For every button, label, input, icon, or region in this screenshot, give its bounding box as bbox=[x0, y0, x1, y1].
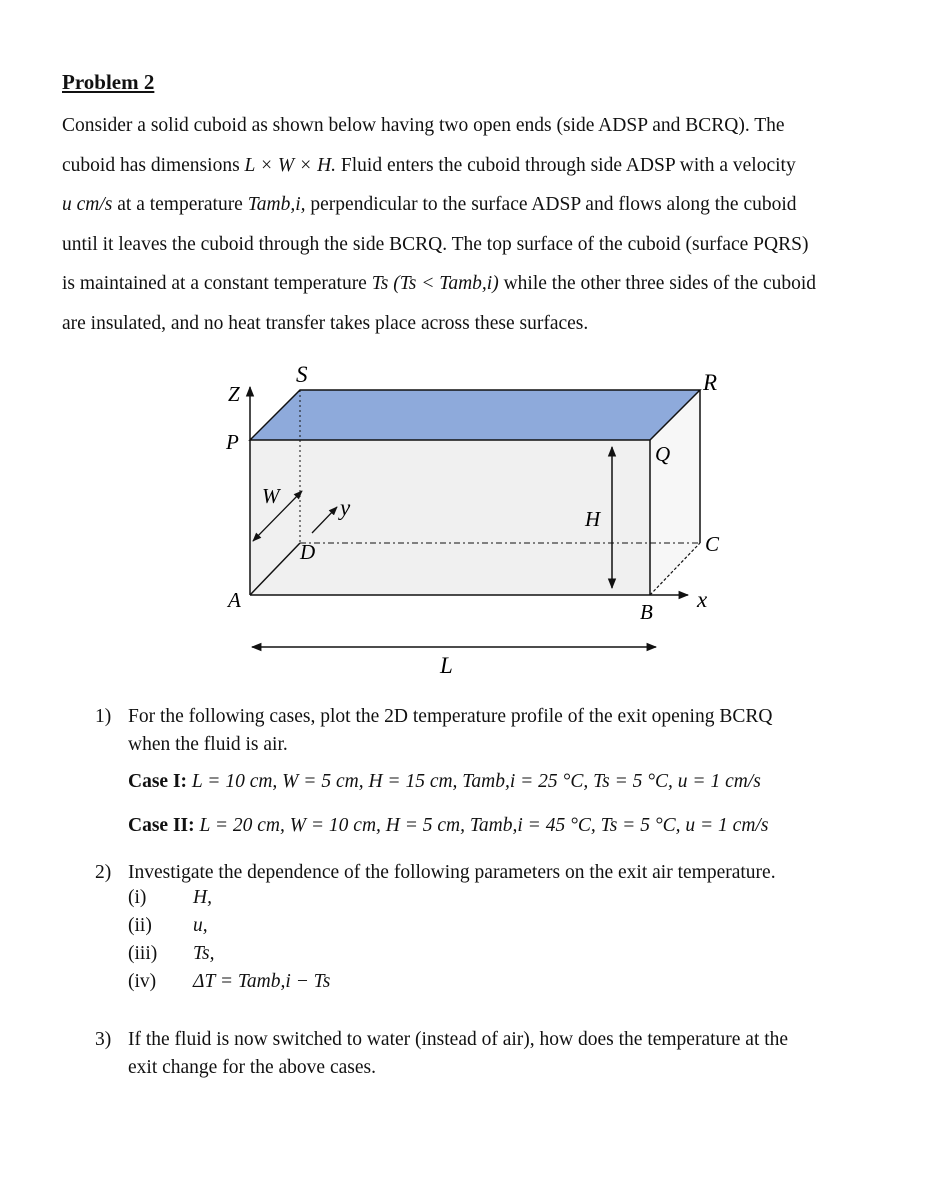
question-1-line-1: For the following cases, plot the 2D temperature profile of the exit opening BCRQ bbox=[128, 706, 773, 727]
intro-line-4: until it leaves the cuboid through the side BCRQ. The top surface of the cuboid (surface PQRS) bbox=[62, 233, 809, 255]
question-1-line-2: when the fluid is air. bbox=[128, 734, 288, 755]
label-d: D bbox=[300, 540, 316, 564]
dims-expression: L × W × H. bbox=[244, 154, 337, 176]
label-c: C bbox=[705, 532, 720, 556]
question-3-number: 3) bbox=[95, 1029, 112, 1050]
q2-item-ii: (ii) bbox=[128, 915, 152, 936]
top-surface-pqrs bbox=[250, 390, 700, 440]
q2-item-iv-text: ΔT = Tamb,i − Ts bbox=[193, 971, 331, 992]
label-l: L bbox=[440, 653, 453, 678]
label-a: A bbox=[228, 588, 241, 612]
problem-title: Problem 2 bbox=[62, 70, 155, 94]
velocity-expression: u cm/s bbox=[62, 194, 113, 215]
label-r: R bbox=[703, 370, 718, 395]
label-p: P bbox=[226, 430, 239, 454]
case-2 bbox=[128, 815, 768, 837]
cuboid-diagram bbox=[0, 355, 934, 685]
problem-statement bbox=[62, 106, 892, 343]
q2-item-iv: (iv) bbox=[128, 971, 157, 992]
label-x: x bbox=[697, 587, 708, 612]
case-1-values: L = 10 cm, W = 5 cm, H = 15 cm, Tamb,i = 25 °C, Ts = 5 °C, u = 1 cm/s bbox=[191, 771, 761, 792]
q2-item-iii-text: Ts, bbox=[193, 943, 215, 964]
intro-line-3: u cm/s at a temperature Tamb,i, perpendicular to the surface ADSP and flows along the cuboid bbox=[62, 194, 797, 215]
label-b: B bbox=[640, 600, 653, 624]
intro-line-5: is maintained at a constant temperature Ts (Ts < Tamb,i) while the other three sides of the cuboid bbox=[62, 273, 817, 294]
label-y: y bbox=[340, 495, 351, 520]
ts-expression: Ts (Ts < Tamb,i) bbox=[371, 273, 499, 294]
label-h: H bbox=[585, 507, 601, 531]
question-2-number: 2) bbox=[95, 862, 112, 883]
question-1-number: 1) bbox=[95, 706, 112, 727]
q2-item-i-text: H, bbox=[193, 887, 212, 908]
question-2-line-1: Investigate the dependence of the following parameters on the exit air temperature. bbox=[128, 862, 776, 883]
case-2-values: L = 20 cm, W = 10 cm, H = 5 cm, Tamb,i = 45 °C, Ts = 5 °C, u = 1 cm/s bbox=[199, 815, 769, 836]
q2-item-iii: (iii) bbox=[128, 943, 158, 964]
label-z: Z bbox=[228, 382, 240, 406]
label-s: S bbox=[296, 362, 308, 387]
question-3-line-2: exit change for the above cases. bbox=[128, 1057, 376, 1078]
q2-item-ii-text: u, bbox=[193, 915, 208, 936]
case-1 bbox=[128, 771, 761, 793]
intro-line-6: are insulated, and no heat transfer takes place across these surfaces. bbox=[62, 312, 589, 334]
intro-line-2: cuboid has dimensions L × W × H. Fluid enters the cuboid through side ADSP with a velocity bbox=[62, 154, 796, 176]
case-1-label: Case I: bbox=[128, 771, 188, 792]
intro-line-1: Consider a solid cuboid as shown below having two open ends (side ADSP and BCRQ). The bbox=[62, 115, 785, 136]
question-3-line-1: If the fluid is now switched to water (instead of air), how does the temperature at the bbox=[128, 1029, 789, 1050]
case-2-label: Case II: bbox=[128, 815, 195, 836]
label-w: W bbox=[262, 484, 280, 508]
q2-item-i: (i) bbox=[128, 887, 147, 908]
label-q: Q bbox=[655, 442, 671, 466]
tamb-expression: Tamb,i, bbox=[247, 194, 306, 215]
